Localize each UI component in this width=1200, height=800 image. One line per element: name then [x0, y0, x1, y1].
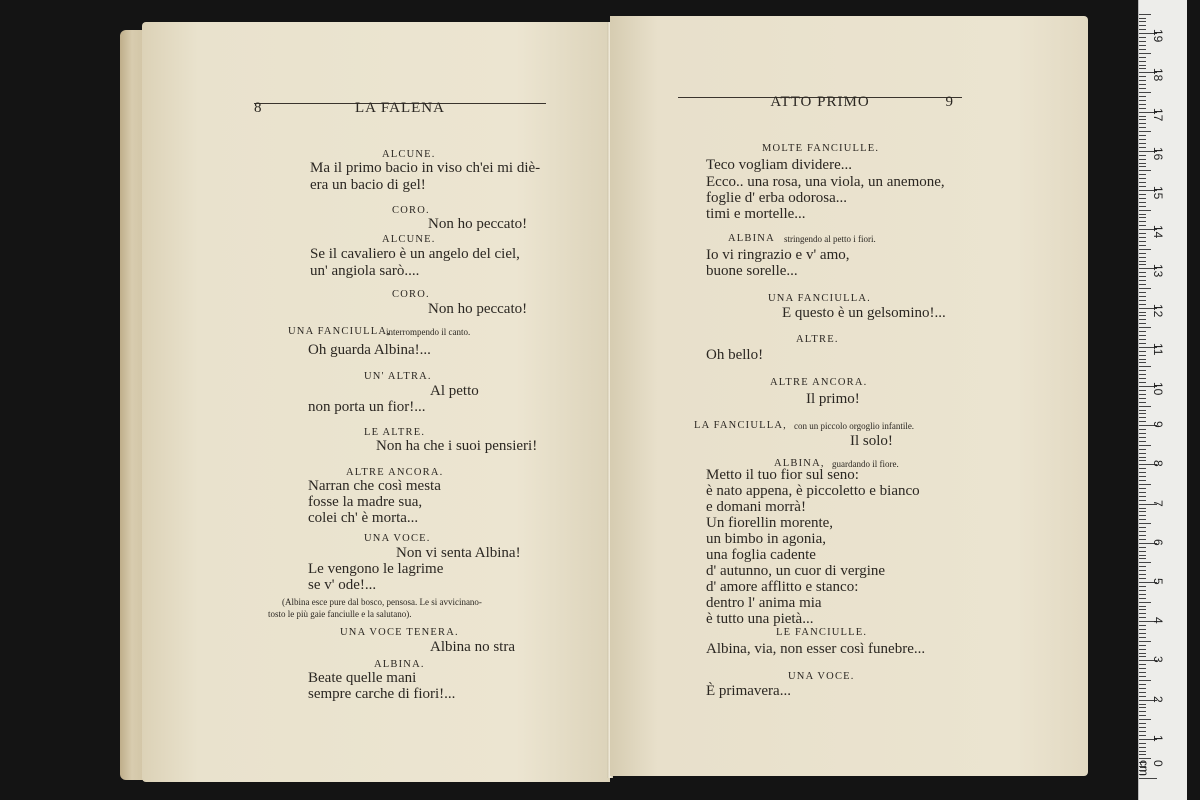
verse-line: un bimbo in agonia,: [706, 531, 826, 547]
ruler-tick: [1139, 500, 1146, 501]
ruler-tick: [1139, 566, 1146, 567]
ruler-tick: [1139, 731, 1146, 732]
ruler-tick: [1139, 480, 1146, 481]
ruler-tick: [1139, 304, 1146, 305]
speaker-label: ALBINA,: [774, 458, 825, 469]
speaker-label: UNA FANCIULLA.: [768, 293, 871, 304]
verse-line: e domani morrà!: [706, 499, 806, 515]
right-page: [610, 16, 1088, 776]
ruler-tick: [1139, 202, 1146, 203]
ruler-tick: [1139, 88, 1146, 89]
ruler-tick: [1139, 535, 1146, 536]
ruler-tick: [1139, 143, 1146, 144]
ruler-tick: [1139, 484, 1151, 485]
verse-line: Oh guarda Albina!...: [308, 342, 431, 358]
ruler-tick: [1139, 37, 1146, 38]
ruler-tick: [1139, 645, 1146, 646]
ruler-tick: [1139, 488, 1146, 489]
ruler-tick: [1139, 410, 1146, 411]
ruler-tick: [1139, 558, 1146, 559]
ruler-tick: [1139, 359, 1146, 360]
ruler-tick: [1139, 625, 1146, 626]
ruler-tick: [1139, 300, 1146, 301]
ruler-tick: [1139, 547, 1146, 548]
ruler-tick: [1139, 362, 1146, 363]
ruler-tick: [1139, 429, 1146, 430]
stage-direction: (Albina esce pure dal bosco, pensosa. Le si avvicinano-: [282, 597, 482, 607]
ruler-tick: [1139, 515, 1146, 516]
verse-line: Le vengono le lagrime: [308, 561, 444, 577]
ruler-tick: [1139, 594, 1146, 595]
verse-line: Il primo!: [806, 391, 860, 407]
ruler-tick: [1139, 570, 1146, 571]
ruler-tick: [1139, 25, 1146, 26]
ruler-tick: [1139, 637, 1146, 638]
ruler-tick: [1139, 704, 1146, 705]
ruler-tick: [1139, 14, 1151, 15]
ruler-tick: [1139, 394, 1146, 395]
ruler-tick: [1139, 370, 1146, 371]
ruler-tick: [1139, 433, 1146, 434]
ruler-tick: [1139, 457, 1146, 458]
speaker-label: LA FANCIULLA,: [694, 420, 787, 431]
speaker-label: LE ALTRE.: [364, 427, 426, 438]
verse-line: E questo è un gelsomino!...: [782, 305, 946, 321]
stage-direction: stringendo al petto i fiori.: [784, 234, 876, 244]
ruler-tick: [1139, 653, 1146, 654]
ruler-tick: [1139, 253, 1146, 254]
verse-line: Oh bello!: [706, 347, 764, 363]
ruler-tick: [1139, 45, 1146, 46]
ruler-number: 13: [1151, 264, 1165, 278]
verse-line: buone sorelle...: [706, 263, 798, 279]
ruler-number: 5: [1151, 578, 1165, 585]
ruler-tick: [1139, 445, 1151, 446]
ruler-tick: [1139, 751, 1146, 752]
speaker-label: UNA VOCE.: [364, 533, 431, 544]
ruler-tick: [1139, 496, 1146, 497]
ruler-tick: [1139, 61, 1146, 62]
speaker-label: CORO.: [392, 205, 430, 216]
speaker-label: UNA VOCE.: [788, 671, 855, 682]
stage-direction: tosto le più gaie fanciulle e la salutano).: [268, 609, 412, 619]
speaker-label: LE FANCIULLE.: [776, 627, 868, 638]
ruler-tick: [1139, 206, 1146, 207]
ruler-tick: [1139, 602, 1151, 603]
ruler-tick: [1139, 296, 1146, 297]
ruler-tick: [1139, 676, 1146, 677]
ruler-tick: [1139, 366, 1151, 367]
ruler-tick: [1139, 508, 1146, 509]
ruler-tick: [1139, 727, 1146, 728]
ruler-tick: [1139, 719, 1151, 720]
speaker-label: ALTRE ANCORA.: [346, 467, 444, 478]
ruler-tick: [1139, 511, 1146, 512]
ruler-tick: [1139, 319, 1146, 320]
speaker-label: ALBINA: [728, 233, 775, 244]
verse-line: fosse la madre sua,: [308, 494, 423, 510]
stage-direction: guardando il fiore.: [832, 459, 899, 469]
ruler-tick: [1139, 257, 1146, 258]
measuring-ruler: [1138, 0, 1187, 800]
speaker-label: ALTRE ANCORA.: [770, 377, 868, 388]
ruler-tick: [1139, 649, 1146, 650]
ruler-tick: [1139, 53, 1151, 54]
ruler-tick: [1139, 170, 1151, 171]
ruler-tick: [1139, 629, 1146, 630]
verse-line: dentro l' anima mia: [706, 595, 822, 611]
verse-line: Io vi ringrazio e v' amo,: [706, 247, 850, 263]
ruler-tick: [1139, 312, 1146, 313]
verse-line: Non ho peccato!: [428, 216, 528, 232]
ruler-tick: [1139, 119, 1146, 120]
ruler-tick: [1139, 351, 1146, 352]
ruler-tick: [1139, 747, 1146, 748]
ruler-tick: [1139, 527, 1146, 528]
ruler-tick: [1139, 233, 1146, 234]
verse-line: È primavera...: [706, 683, 791, 699]
verse-line: è nato appena, è piccoletto e bianco: [706, 483, 920, 499]
ruler-tick: [1139, 539, 1146, 540]
ruler-tick: [1139, 613, 1146, 614]
verse-line: sempre carche di fiori!...: [308, 686, 456, 702]
verse-line: una foglia cadente: [706, 547, 816, 563]
ruler-number: 15: [1151, 186, 1165, 200]
ruler-tick: [1139, 163, 1146, 164]
verse-line: Teco vogliam dividere...: [706, 157, 852, 173]
ruler-tick: [1139, 76, 1146, 77]
ruler-tick: [1139, 664, 1146, 665]
verse-line: Il solo!: [850, 433, 893, 449]
ruler-tick: [1139, 127, 1146, 128]
ruler-tick: [1139, 335, 1146, 336]
ruler-tick: [1139, 323, 1146, 324]
ruler-tick: [1139, 174, 1146, 175]
ruler-number: 12: [1151, 303, 1165, 317]
ruler-tick: [1139, 680, 1151, 681]
ruler-tick: [1139, 672, 1146, 673]
speaker-label: UNA FANCIULLA,: [288, 326, 391, 337]
ruler-tick: [1139, 688, 1146, 689]
ruler-tick: [1139, 65, 1146, 66]
ruler-tick: [1139, 41, 1146, 42]
verse-line: è tutto una pietà...: [706, 611, 814, 627]
verse-line: Un fiorellin morente,: [706, 515, 834, 531]
ruler-tick: [1139, 123, 1146, 124]
ruler-tick: [1139, 108, 1146, 109]
ruler-tick: [1139, 186, 1146, 187]
ruler-tick: [1139, 147, 1146, 148]
ruler-number: 1: [1151, 734, 1165, 742]
ruler-number: 7: [1151, 499, 1165, 507]
ruler-tick: [1139, 80, 1146, 81]
ruler-tick: [1139, 210, 1151, 211]
ruler-tick: [1139, 29, 1146, 30]
ruler-tick: [1139, 182, 1146, 183]
ruler-tick: [1139, 692, 1146, 693]
ruler-tick: [1139, 249, 1151, 250]
verse-line: Beate quelle mani: [308, 670, 417, 686]
verse-line: Ecco.. una rosa, una viola, un anemone,: [706, 174, 945, 190]
ruler-tick: [1139, 264, 1146, 265]
verse-line: d' autunno, un cuor di vergine: [706, 563, 886, 579]
ruler-tick: [1139, 715, 1146, 716]
left-page: [142, 22, 610, 782]
right-running-title: ATTO PRIMO: [770, 94, 870, 110]
ruler-number: 19: [1151, 29, 1165, 43]
speaker-label: UN' ALTRA.: [364, 371, 432, 382]
ruler-tick: [1139, 57, 1146, 58]
verse-line: Non vi senta Albina!: [396, 545, 521, 561]
verse-line: Ma il primo bacio in viso ch'ei mi diè-: [310, 160, 541, 176]
left-page-number: 8: [254, 100, 263, 116]
verse-line: non porta un fior!...: [308, 399, 426, 415]
ruler-number: 2: [1151, 695, 1165, 703]
stage-direction: con un piccolo orgoglio infantile.: [794, 421, 915, 431]
ruler-tick: [1139, 586, 1146, 587]
ruler-tick: [1139, 402, 1146, 403]
ruler-tick: [1139, 460, 1146, 461]
ruler-tick: [1139, 696, 1146, 697]
verse-line: Al petto: [430, 383, 479, 399]
ruler-tick: [1139, 606, 1146, 607]
ruler-tick: [1139, 155, 1146, 156]
ruler-tick: [1139, 292, 1146, 293]
ruler-tick: [1139, 406, 1151, 407]
ruler-number: 4: [1151, 617, 1165, 624]
ruler-number: 10: [1151, 382, 1165, 396]
ruler-tick: [1139, 684, 1146, 685]
ruler-tick: [1139, 398, 1146, 399]
ruler-number: 8: [1151, 460, 1165, 468]
ruler-number: 18: [1151, 68, 1165, 82]
ruler-tick: [1139, 288, 1151, 289]
ruler-tick: [1139, 96, 1146, 97]
ruler-tick: [1139, 382, 1146, 383]
verse-line: d' amore afflitto e stanco:: [706, 579, 859, 595]
right-page-number: 9: [945, 94, 954, 110]
ruler-tick: [1139, 633, 1146, 634]
ruler-tick: [1139, 159, 1146, 160]
speaker-label: ALCUNE.: [382, 234, 436, 245]
ruler-tick: [1139, 390, 1146, 391]
ruler-tick: [1139, 21, 1146, 22]
ruler-unit-label: 0 cm: [1137, 760, 1165, 776]
ruler-tick: [1139, 315, 1146, 316]
speaker-label: MOLTE FANCIULLE.: [762, 143, 880, 154]
left-running-title: LA FALENA: [355, 100, 445, 116]
ruler-tick: [1139, 421, 1146, 422]
ruler-tick: [1139, 217, 1146, 218]
ruler-tick: [1139, 562, 1151, 563]
ruler-tick: [1139, 261, 1146, 262]
ruler-tick: [1139, 135, 1146, 136]
ruler-tick: [1139, 574, 1146, 575]
ruler-tick: [1139, 476, 1146, 477]
ruler-tick: [1139, 656, 1146, 657]
ruler-tick: [1139, 754, 1146, 755]
verse-line: Narran che così mesta: [308, 478, 441, 494]
ruler-tick: [1139, 194, 1146, 195]
ruler-number: 6: [1151, 538, 1165, 546]
left-running-head: [254, 100, 546, 116]
ruler-tick: [1139, 707, 1146, 708]
ruler-tick: [1139, 711, 1146, 712]
verse-line: Albina, via, non esser così funebre...: [706, 641, 926, 657]
ruler-tick: [1139, 617, 1146, 618]
ruler-tick: [1139, 166, 1146, 167]
ruler-tick: [1139, 100, 1146, 101]
verse-line: Se il cavaliero è un angelo del ciel,: [310, 246, 520, 262]
speaker-label: UNA VOCE TENERA.: [340, 627, 459, 638]
verse-line: Metto il tuo fior sul seno:: [706, 467, 859, 483]
ruler-tick: [1139, 551, 1146, 552]
ruler-tick: [1139, 339, 1146, 340]
verse-line: Non ha che i suoi pensieri!: [376, 438, 538, 454]
ruler-number: 14: [1151, 225, 1165, 239]
ruler-tick: [1139, 214, 1146, 215]
speaker-label: ALCUNE.: [382, 149, 436, 160]
verse-line: era un bacio di gel!: [310, 177, 426, 193]
ruler-tick: [1139, 578, 1146, 579]
ruler-tick: [1139, 225, 1146, 226]
ruler-tick: [1139, 276, 1146, 277]
ruler-tick: [1139, 280, 1146, 281]
ruler-tick: [1139, 178, 1146, 179]
ruler-tick: [1139, 131, 1151, 132]
ruler-tick: [1139, 374, 1146, 375]
ruler-number: 17: [1151, 107, 1165, 121]
verse-line: Albina no stra: [430, 639, 515, 655]
ruler-number: 9: [1151, 421, 1165, 428]
ruler-tick: [1139, 237, 1146, 238]
ruler-tick: [1139, 453, 1146, 454]
ruler-tick: [1139, 598, 1146, 599]
ruler-tick: [1139, 355, 1146, 356]
open-book: [120, 16, 1095, 786]
verse-line: colei ch' è morta...: [308, 510, 419, 526]
right-running-head: [678, 94, 962, 110]
verse-line: Non ho peccato!: [428, 301, 528, 317]
ruler-tick: [1139, 139, 1146, 140]
ruler-tick: [1139, 92, 1151, 93]
ruler-tick: [1139, 723, 1146, 724]
ruler-tick: [1139, 378, 1146, 379]
ruler-tick: [1139, 523, 1151, 524]
ruler-tick: [1139, 468, 1146, 469]
ruler-tick: [1139, 343, 1146, 344]
verse-line: se v' ode!...: [308, 577, 377, 593]
ruler-tick: [1139, 590, 1146, 591]
ruler-tick: [1139, 221, 1146, 222]
verse-line: timi e mortelle...: [706, 206, 806, 222]
ruler-tick: [1139, 472, 1146, 473]
ruler-tick: [1139, 272, 1146, 273]
stage-direction: interrompendo il canto.: [386, 327, 471, 337]
ruler-tick: [1139, 49, 1146, 50]
ruler-tick: [1139, 104, 1146, 105]
ruler-tick: [1139, 531, 1146, 532]
verse-line: un' angiola sarò....: [310, 263, 420, 279]
ruler-tick: [1139, 18, 1146, 19]
ruler-tick: [1139, 417, 1146, 418]
ruler-number: 3: [1151, 656, 1165, 664]
speaker-label: ALTRE.: [796, 334, 839, 345]
ruler-tick: [1139, 441, 1146, 442]
ruler-tick: [1139, 84, 1146, 85]
ruler-number: 11: [1151, 342, 1165, 356]
ruler-tick: [1139, 198, 1146, 199]
ruler-tick: [1139, 735, 1146, 736]
ruler-tick: [1139, 668, 1146, 669]
ruler-tick: [1139, 743, 1146, 744]
ruler-tick: [1139, 641, 1151, 642]
speaker-label: ALBINA.: [374, 659, 425, 670]
ruler-tick: [1139, 116, 1146, 117]
ruler-tick: [1139, 519, 1146, 520]
ruler-tick: [1139, 331, 1146, 332]
ruler-tick: [1139, 555, 1146, 556]
ruler-tick: [1139, 68, 1146, 69]
ruler-tick: [1139, 413, 1146, 414]
ruler-number: 16: [1151, 146, 1165, 161]
ruler-tick: [1139, 245, 1146, 246]
ruler-tick: [1139, 327, 1151, 328]
ruler-tick: [1139, 241, 1146, 242]
ruler-tick: [1139, 609, 1146, 610]
ruler-tick: [1139, 437, 1146, 438]
speaker-label: CORO.: [392, 289, 430, 300]
verse-line: foglie d' erba odorosa...: [706, 190, 847, 206]
ruler-tick: [1139, 284, 1146, 285]
ruler-tick: [1139, 449, 1146, 450]
ruler-tick: [1139, 492, 1146, 493]
